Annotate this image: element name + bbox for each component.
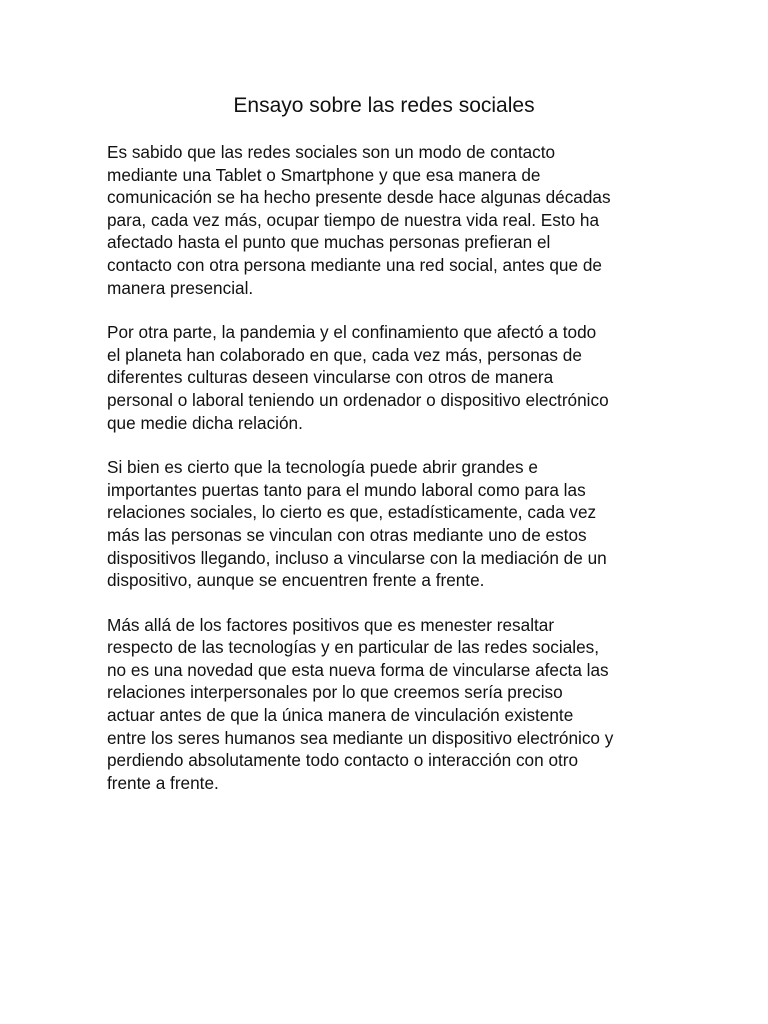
text-line: el planeta han colaborado en que, cada vez más, personas de — [107, 344, 582, 365]
text-line: Es sabido que las redes sociales son un modo de contacto — [107, 142, 556, 162]
text-line: diferentes culturas deseen vincularse con otros de manera — [107, 367, 554, 388]
text-line: perdiendo absolutamente todo contacto o interacción con otro — [107, 750, 579, 771]
text-line: contacto con otra persona mediante una red social, antes que de — [107, 254, 602, 275]
text-line: mediante una Tablet o Smartphone y que esa manera de — [107, 164, 541, 185]
paragraph-1 — [107, 141, 667, 299]
text-line: Más allá de los factores positivos que es menester resaltar — [107, 614, 555, 635]
text-line: afectado hasta el punto que muchas personas prefieran el — [107, 232, 551, 253]
text-line: no es una novedad que esta nueva forma de vincularse afecta las — [107, 659, 609, 680]
text-line: relaciones interpersonales por lo que creemos sería preciso — [107, 682, 563, 703]
text-line: manera presencial. — [107, 277, 254, 298]
text-line: dispositivos llegando, incluso a vincularse con la mediación de un — [107, 547, 607, 568]
text-line: personal o laboral teniendo un ordenador o dispositivo electrónico — [107, 389, 609, 410]
paragraph-2 — [107, 321, 667, 434]
text-line: más las personas se vinculan con otras mediante uno de estos — [107, 524, 587, 545]
text-line: actuar antes de que la única manera de vinculación existente — [107, 705, 574, 726]
text-line: Si bien es cierto que la tecnología puede abrir grandes e — [107, 457, 538, 478]
page-title: Ensayo sobre las redes sociales — [233, 94, 535, 117]
text-line: importantes puertas tanto para el mundo laboral como para las — [107, 479, 586, 500]
essay-body — [107, 141, 667, 816]
text-line: relaciones sociales, lo cierto es que, estadísticamente, cada vez — [107, 502, 597, 523]
text-line: que medie dicha relación. — [107, 412, 303, 433]
text-line: entre los seres humanos sea mediante un dispositivo electrónico y — [107, 727, 614, 748]
text-line: para, cada vez más, ocupar tiempo de nuestra vida real. Esto ha — [107, 209, 600, 230]
text-line: Por otra parte, la pandemia y el confinamiento que afectó a todo — [107, 322, 597, 343]
text-line: comunicación se ha hecho presente desde hace algunas décadas — [107, 187, 611, 208]
paragraph-3 — [107, 456, 667, 592]
text-line: frente a frente. — [107, 772, 219, 793]
paragraph-4 — [107, 614, 667, 795]
text-line: respecto de las tecnologías y en particular de las redes sociales, — [107, 637, 600, 658]
text-line: dispositivo, aunque se encuentren frente a frente. — [107, 570, 485, 591]
